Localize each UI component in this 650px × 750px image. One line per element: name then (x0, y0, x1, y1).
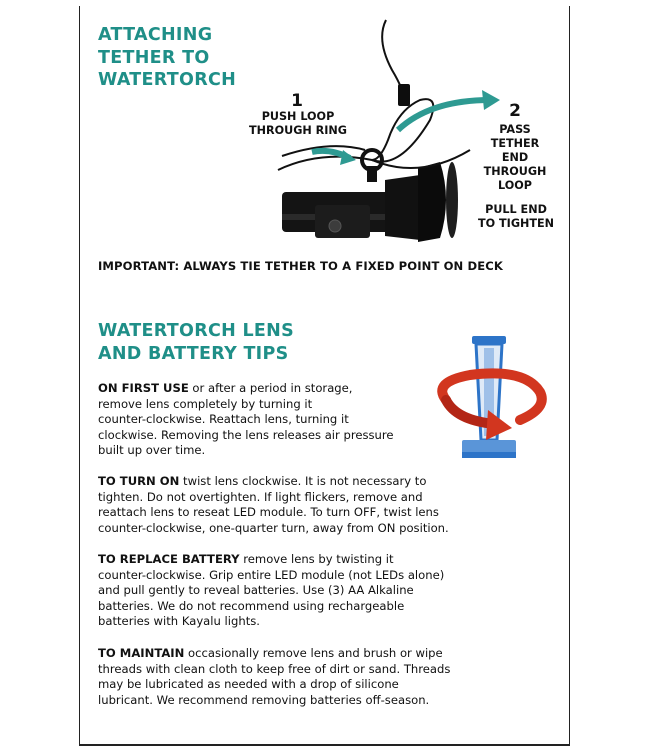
lens-heading-line: WATERTORCH LENS (98, 321, 295, 341)
tether-heading-line: ATTACHING (98, 25, 213, 45)
tip-text: clockwise. Removing the lens releases air pressure (98, 427, 394, 442)
step2-label-line: PASS (499, 123, 531, 136)
tip-lead: ON FIRST USE (98, 381, 189, 395)
tip-text: batteries with Kayalu lights. (98, 614, 260, 628)
tip-text: occasionally remove lens and brush or wipe (184, 646, 443, 660)
tip-text: built up over time. (98, 443, 206, 457)
lens-photo (462, 336, 516, 458)
tip-text: twist lens clockwise. It is not necessary to (179, 474, 427, 488)
tether-heading-line: WATERTORCH (98, 70, 237, 90)
tip-text: tighten. Do not overtighten. If light flickers, remove and (98, 489, 423, 504)
tip-text: remove lens by twisting it (239, 552, 394, 566)
tip-first-use (98, 381, 394, 459)
important-notice: IMPORTANT: ALWAYS TIE TETHER TO A FIXED POINT ON DECK (98, 259, 503, 273)
tip-maintain (98, 646, 450, 708)
tip-lead: TO TURN ON (98, 474, 180, 488)
tip-replace-battery (98, 552, 444, 630)
tip-text: batteries. We do not recommend using rechargeable (98, 598, 405, 613)
tip-text: threads with clean cloth to keep free of dirt or sand. Threads (98, 661, 451, 676)
tip-text: counter-clockwise, one-quarter turn, away from ON position. (98, 520, 449, 535)
tip-text: or after a period in storage, (188, 381, 353, 395)
step1-number: 1 (291, 91, 303, 111)
tip-text: and pull gently to reveal batteries. Use (3) AA Alkaline (98, 583, 414, 597)
tip-text: remove lens completely by turning it (98, 396, 313, 411)
tip-text: lubricant. We recommend removing batteries off-season. (98, 692, 430, 707)
tip-turn-on (98, 474, 449, 536)
step2-label-line: TETHER (490, 137, 540, 150)
tether-heading-line: TETHER TO (98, 47, 210, 68)
lens-heading-line: AND BATTERY TIPS (98, 343, 289, 364)
tip-text: counter-clockwise. Reattach lens, turning it (98, 412, 349, 426)
step3-label-line: TO TIGHTEN (477, 217, 554, 230)
step3-label-line: PULL END (485, 203, 547, 216)
tip-lead: TO REPLACE BATTERY (98, 552, 240, 566)
step2-label-line: END (501, 151, 529, 164)
step2-number: 2 (509, 101, 521, 121)
step2-label-line: THROUGH (483, 165, 547, 178)
tip-lead: TO MAINTAIN (98, 646, 185, 660)
tip-text: counter-clockwise. Grip entire LED module (not LEDs alone) (98, 567, 445, 582)
step1-label-line: THROUGH RING (249, 124, 347, 137)
step1-label-line: PUSH LOOP (261, 110, 335, 123)
tip-text: reattach lens to reseat LED module. To turn OFF, twist lens (98, 505, 439, 519)
step2-label-line: LOOP (498, 179, 532, 192)
tip-text: may be lubricated as needed with a drop of silicone (98, 677, 399, 691)
